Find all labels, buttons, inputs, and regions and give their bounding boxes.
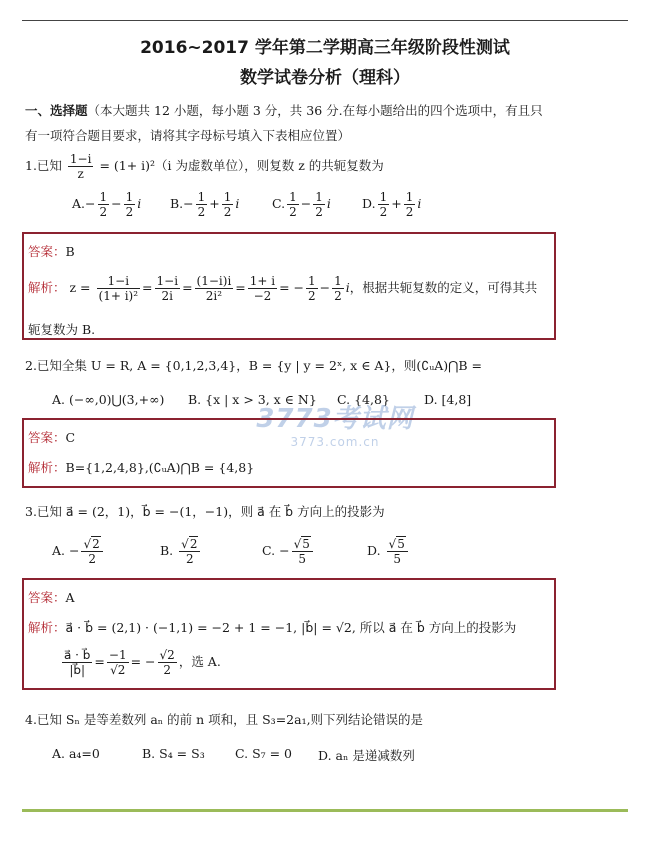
q4-option-a: A. a₄=0 bbox=[52, 746, 100, 761]
section-label: 一、选择题 bbox=[25, 103, 88, 118]
q1-analysis: 解析： z = $\frac{1-i}{\text{(1+ i)²}}$ = $\frac{1-i}{2i}$ = $\frac{(1-i)i}{\text{2i²}}$ = $\frac{1+ i}{-2}$ = − $\frac{1}{2}$ − $\frac{1}{2}$ i，根据共轭复数的定义，可得其共 bbox=[28, 274, 538, 303]
bottom-rule bbox=[22, 809, 628, 812]
q3-option-b: B. $\frac{√2}{2}$ bbox=[160, 537, 202, 566]
q1-option-d: D. $\frac{1}{2}$ + $\frac{1}{2}$ i bbox=[362, 190, 422, 219]
q1-num: 1.已知 bbox=[25, 158, 62, 173]
q2-option-a: A. (−∞,0)⋃(3,+∞) bbox=[52, 392, 165, 407]
q4-option-d: D. aₙ 是递减数列 bbox=[318, 748, 415, 763]
q1-option-c: C. $\frac{1}{2}$ − $\frac{1}{2}$ i bbox=[272, 190, 331, 219]
q3-answer-box bbox=[22, 578, 556, 690]
question-3-stem: 3.已知 a⃗ = (2，1)，b⃗ = −(1，−1)，则 a⃗ 在 b⃗ 方向上的投影为 bbox=[25, 504, 385, 519]
q4-option-b: B. S₄ = S₃ bbox=[142, 746, 205, 761]
q2-option-d: D. [4,8] bbox=[424, 392, 472, 407]
watermark-logo: 3773考试网 3773.com.cn bbox=[256, 404, 414, 449]
section-intro-line1 bbox=[25, 101, 543, 119]
q1-rest: = (1+ i)²（i 为虚数单位），则复数 z 的共轭复数为 bbox=[99, 158, 384, 173]
q1-option-a: A.− $\frac{1}{2}$ − $\frac{1}{2}$ i bbox=[72, 190, 142, 219]
q2-option-c: C. {4,8} bbox=[337, 392, 390, 407]
q2-option-b: B. {x | x > 3, x ∈ N} bbox=[188, 392, 317, 407]
q3-answer: 答案：A bbox=[28, 590, 75, 605]
q1-answer: 答案：B bbox=[28, 244, 75, 259]
page-subtitle: 数学试卷分析（理科） bbox=[240, 68, 410, 88]
q2-analysis: 解析：B={1,2,4,8},(∁ᵤA)⋂B = {4,8} bbox=[28, 460, 255, 475]
q2-answer: 答案：C bbox=[28, 430, 76, 445]
top-rule bbox=[22, 20, 628, 21]
q3-option-d: D. $\frac{√5}{5}$ bbox=[367, 537, 410, 566]
q3-analysis-line2: $\frac{a⃗ \cdot b⃗}{|b⃗|}$ = $\frac{-1}{√2}$ = − $\frac{√2}{2}$ ，选 A. bbox=[64, 648, 221, 677]
q3-option-c: C. − $\frac{√5}{5}$ bbox=[262, 537, 315, 566]
q4-option-c: C. S₇ = 0 bbox=[235, 746, 293, 761]
q1-option-b: B.− $\frac{1}{2}$ + $\frac{1}{2}$ i bbox=[170, 190, 240, 219]
section-intro-line2: 有一项符合题目要求，请将其字母标号填入下表相应位置） bbox=[25, 128, 351, 143]
question-4-stem: 4.已知 Sₙ 是等差数列 aₙ 的前 n 项和，且 S₃=2a₁,则下列结论错误的是 bbox=[25, 712, 424, 727]
section-desc-1: （本大题共 12 小题，每小题 3 分，共 36 分.在每小题给出的四个选项中，有且只 bbox=[87, 103, 543, 118]
question-1-stem bbox=[25, 152, 384, 181]
q1-answer-box bbox=[22, 232, 556, 340]
q2-answer-box bbox=[22, 418, 556, 488]
q3-analysis: 解析：a⃗ · b⃗ = (2,1) · (−1,1) = −2 + 1 = −1, |b⃗| = √2, 所以 a⃗ 在 b⃗ 方向上的投影为 bbox=[28, 620, 517, 635]
q3-option-a: A. − $\frac{√2}{2}$ bbox=[52, 537, 105, 566]
question-2-stem: 2.已知全集 U = R, A = {0,1,2,3,4}，B = {y | y = 2ˣ, x ∈ A}，则(∁ᵤA)⋂B = bbox=[25, 358, 483, 373]
page-title: 2016~2017 学年第二学期高三年级阶段性测试 bbox=[140, 38, 510, 58]
q1-analysis-line2: 轭复数为 B. bbox=[28, 322, 96, 337]
q1-fraction: $\frac{1-i}{z}$ bbox=[69, 152, 92, 181]
